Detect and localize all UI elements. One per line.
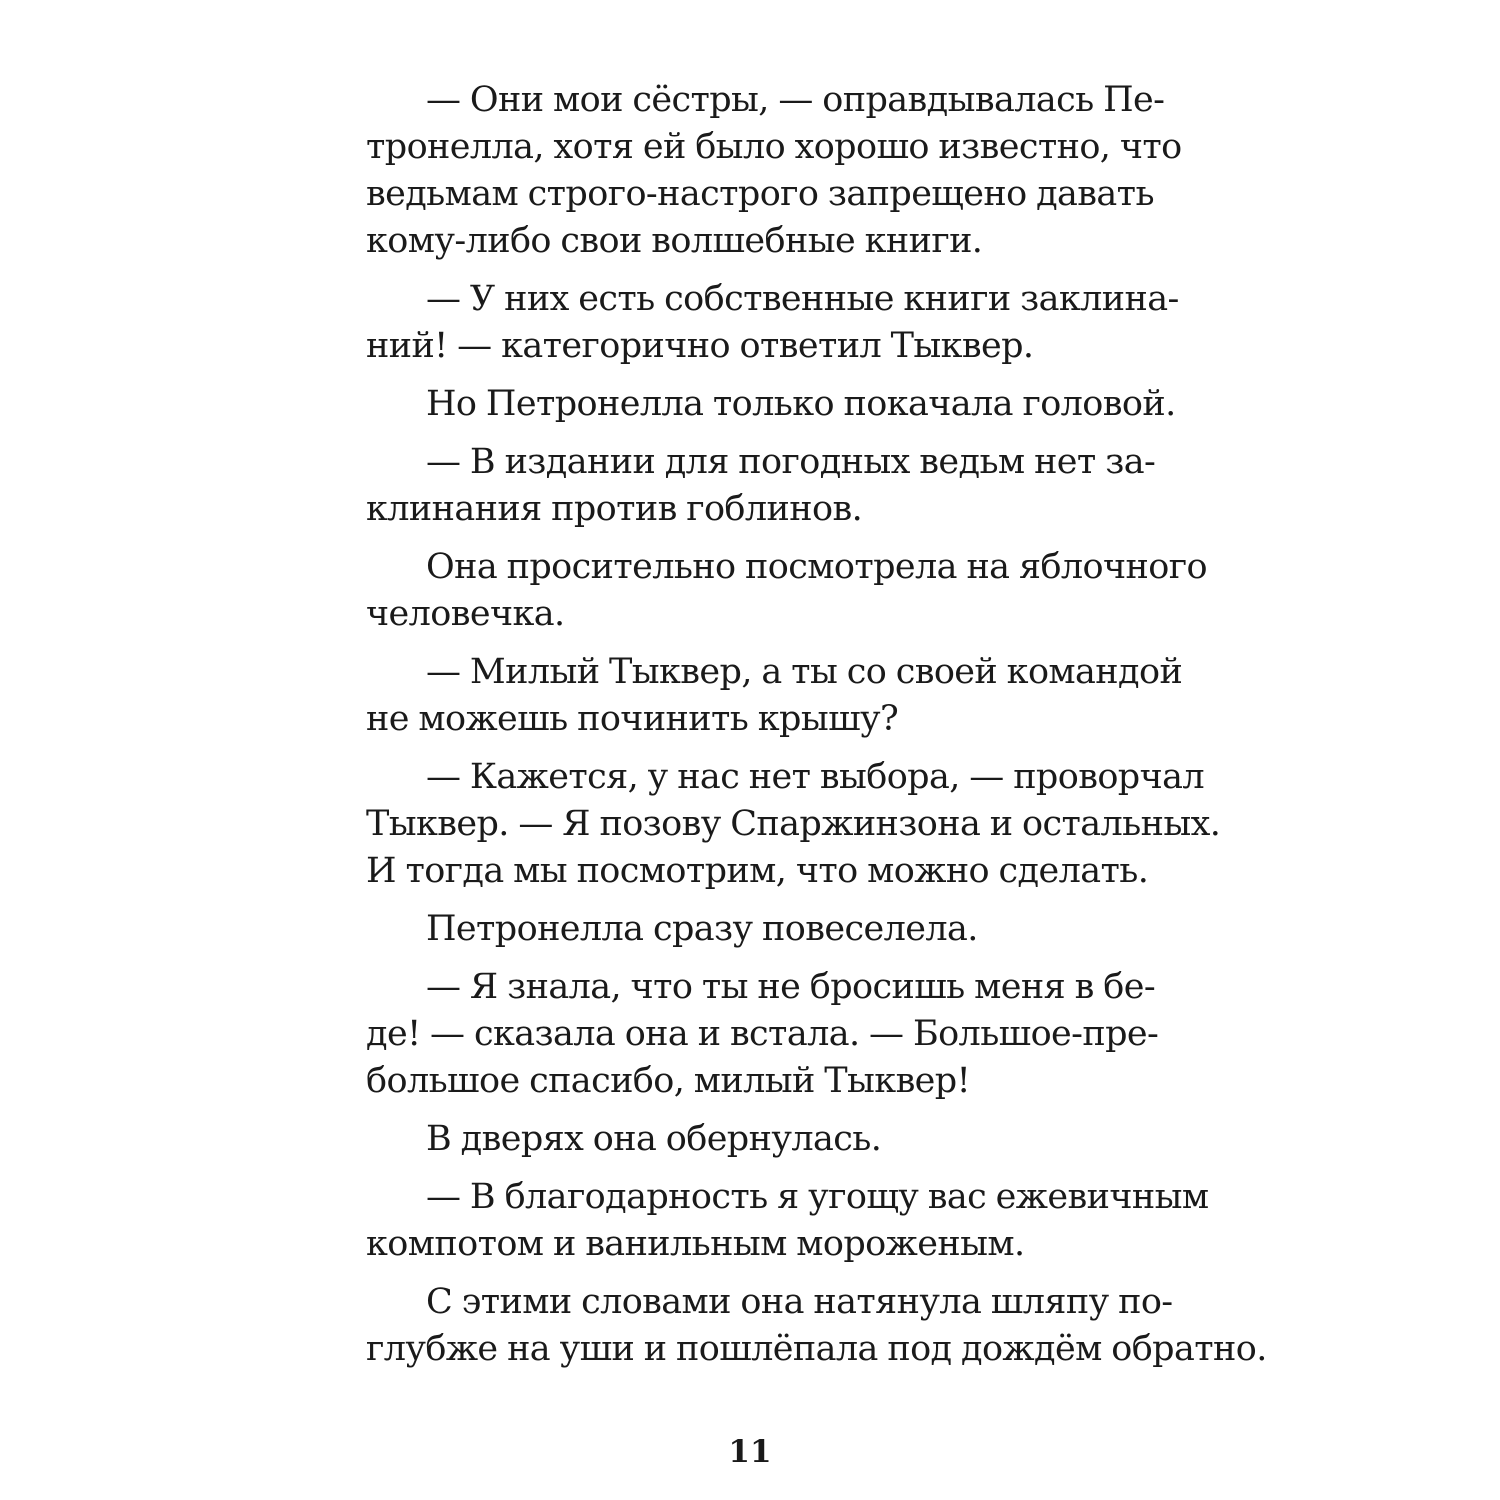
text-line: глубже на уши и пошлёпала под дождём обратно. [366,1329,1267,1369]
text-line: — Я знала, что ты не бросишь меня в бе- [426,967,1156,1007]
text-line: — Они мои сёстры, — оправдывалась Пе- [426,80,1165,120]
text-line: де! — сказала она и встала. — Большое-пре- [366,1014,1159,1054]
paragraph [366,754,1221,895]
text-line: — Милый Тыквер, а ты со своей командой [426,652,1183,692]
paragraph [366,1116,1128,1163]
text-line: И тогда мы посмотрим, что можно сделать. [366,851,1149,891]
text-line: В дверях она обернулась. [426,1119,882,1159]
text-line: — В благодарность я угощу вас ежевичным [426,1177,1209,1217]
paragraph [366,544,1207,638]
text-line: Она просительно посмотрела на яблочного [426,547,1207,587]
text-line: — В издании для погодных ведьм нет за- [426,442,1156,482]
text-line: ведьмам строго-настрого запрещено давать [366,174,1154,214]
text-line: Петронелла сразу повеселела. [426,909,978,949]
paragraph [366,439,1156,533]
paragraph [366,649,1183,743]
text-line: С этими словами она натянула шляпу по- [426,1282,1173,1322]
text-line: кому-либо свои волшебные книги. [366,221,983,261]
text-line: не можешь починить крышу? [366,699,899,739]
paragraph [366,1174,1209,1268]
paragraph [366,276,1179,370]
text-line: Но Петронелла только покачала головой. [426,384,1176,424]
paragraph [366,77,1182,265]
page-text [366,77,1267,1373]
paragraph [366,1279,1267,1373]
paragraph [366,906,1128,953]
text-line: компотом и ванильным мороженым. [366,1224,1025,1264]
text-line: тронелла, хотя ей было хорошо известно, что [366,127,1182,167]
text-line: ний! — категорично ответил Тыквер. [366,326,1034,366]
text-line: — Кажется, у нас нет выбора, — проворчал [426,757,1205,797]
text-line: человечка. [366,594,565,634]
text-line: Тыквер. — Я позову Спаржинзона и остальных. [366,804,1221,844]
text-line: большое спасибо, милый Тыквер! [366,1061,971,1101]
page-number: 11 [728,1434,772,1470]
paragraph [366,381,1176,428]
text-line: клинания против гоблинов. [366,489,863,529]
text-line: — У них есть собственные книги заклина- [426,279,1179,319]
paragraph [366,964,1159,1105]
